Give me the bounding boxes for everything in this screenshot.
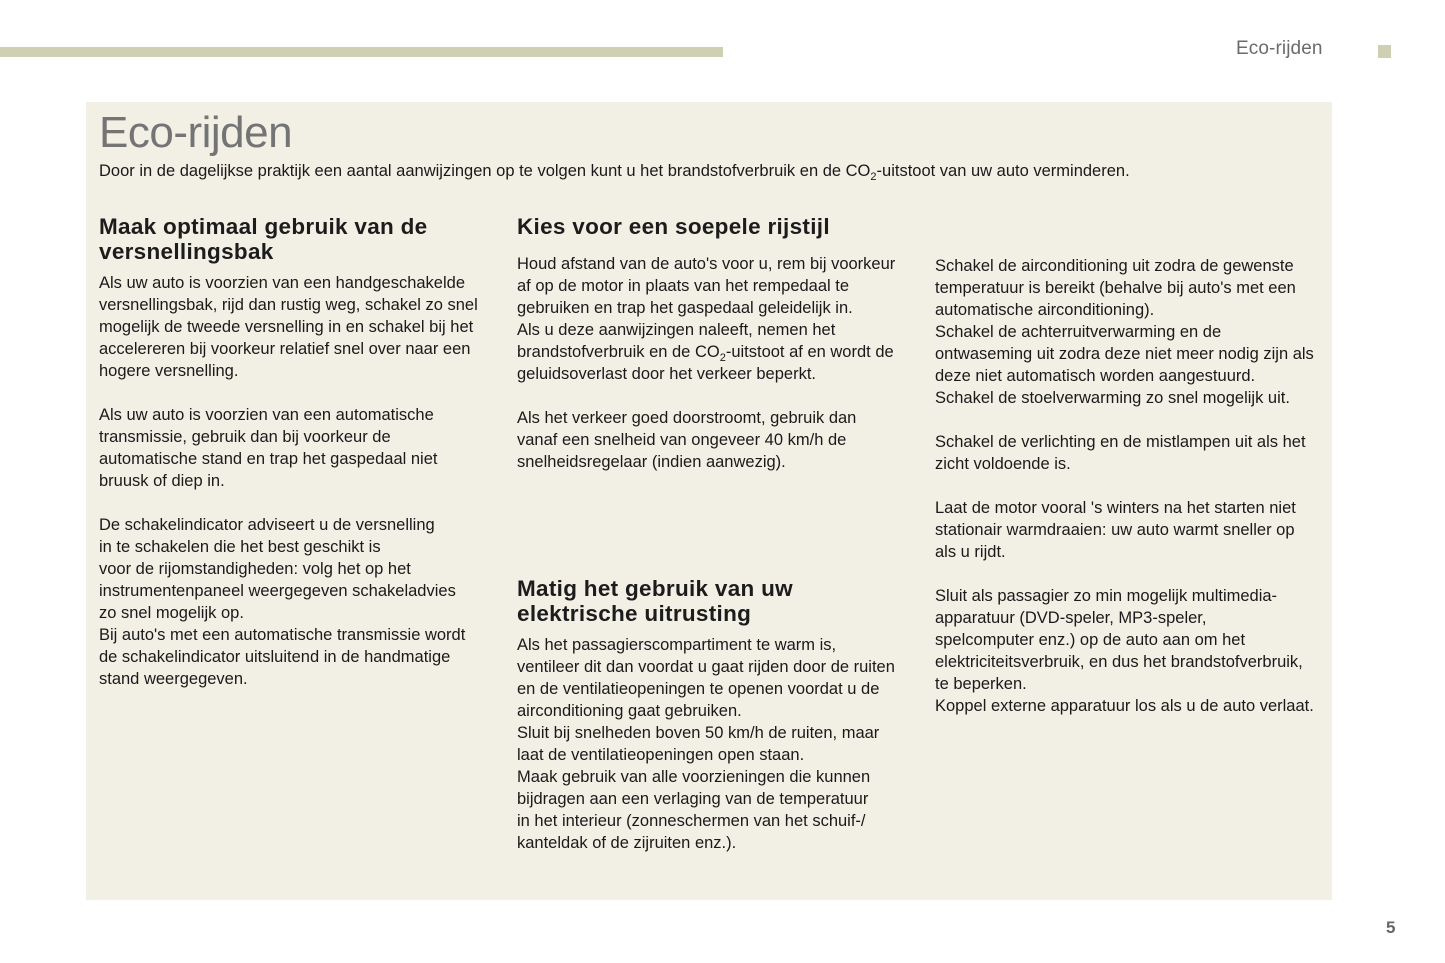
paragraph-warm-up — [935, 497, 1335, 563]
paragraph-cruise-control — [517, 407, 917, 473]
text-line: Als het verkeer goed doorstroomt, gebruik dan — [517, 409, 857, 427]
text-line: spelcomputer enz.) op de auto aan om het — [935, 631, 1246, 649]
header-marker-square — [1378, 45, 1391, 58]
text-line: De schakelindicator adviseert u de versnelling — [99, 516, 435, 534]
text-line: automatische airconditioning). — [935, 301, 1155, 319]
text-part: -uitstoot af en wordt de — [725, 343, 894, 361]
text-line: Sluit bij snelheden boven 50 km/h de ruiten, maar — [517, 724, 880, 742]
text-line: Schakel de stoelverwarming zo snel mogelijk uit. — [935, 389, 1290, 407]
heading-line: versnellingsbak — [99, 239, 274, 264]
text-line: Als het passagierscompartiment te warm is, — [517, 636, 837, 654]
text-line: als u rijdt. — [935, 543, 1006, 561]
paragraph-ventilation — [517, 634, 917, 854]
text-line: Als u deze aanwijzingen naleeft, nemen het — [517, 321, 836, 339]
text-line: Bij auto's met een automatische transmissie wordt — [99, 626, 466, 644]
text-line: te beperken. — [935, 675, 1027, 693]
section-driving-style — [517, 214, 917, 495]
text-line: Schakel de achterruitverwarming en de — [935, 323, 1222, 341]
paragraph-airconditioning — [935, 255, 1335, 409]
text-line: deze niet automatisch worden aangestuurd. — [935, 367, 1256, 385]
text-line: kanteldak of de zijruiten enz.). — [517, 834, 737, 852]
text-line: Houd afstand van de auto's voor u, rem bij voorkeur — [517, 255, 896, 273]
heading-line: Maak optimaal gebruik van de — [99, 214, 428, 239]
text-line: gebruiken en trap het gaspedaal geleidelijk in. — [517, 299, 853, 317]
text-line: vanaf een snelheid van ongeveer 40 km/h de — [517, 431, 847, 449]
paragraph-gear-shift-indicator — [99, 514, 499, 690]
paragraph-multimedia — [935, 585, 1335, 717]
text-line: Schakel de verlichting en de mistlampen uit als het — [935, 433, 1306, 451]
intro-text-part: -uitstoot van uw auto verminderen. — [876, 162, 1130, 180]
paragraph-smooth-driving — [517, 253, 917, 385]
text-line: laat de ventilatieopeningen open staan. — [517, 746, 805, 764]
text-line: bruusk of diep in. — [99, 472, 225, 490]
text-line: en de ventilatieopeningen te openen voordat u de — [517, 680, 880, 698]
text-line: elektriciteitsverbruik, en dus het brandstofverbruik, — [935, 653, 1303, 671]
paragraph-manual-gearbox — [99, 272, 499, 382]
text-line: instrumentenpaneel weergegeven schakeladvies — [99, 582, 456, 600]
section-heading-driving-style: Kies voor een soepele rijstijl — [517, 214, 830, 239]
text-line: Als uw auto is voorzien van een automatische — [99, 406, 434, 424]
co2-subscript: 2 — [719, 352, 726, 364]
heading-line: Matig het gebruik van uw — [517, 576, 793, 601]
section-electrical-continued — [935, 255, 1335, 739]
text-line: zo snel mogelijk op. — [99, 604, 244, 622]
text-line: in te schakelen die het best geschikt is — [99, 538, 381, 556]
page-title: Eco-rijden — [99, 108, 293, 157]
text-line: voor de rijomstandigheden: volg het op het — [99, 560, 411, 578]
intro-text-part: Door in de dagelijkse praktijk een aantal aanwijzingen op te volgen kunt u het brandstofverbruik en de CO — [99, 162, 871, 180]
intro-text — [99, 160, 1130, 182]
section-electrical — [517, 576, 917, 876]
text-line: mogelijk de tweede versnelling in en schakel bij het — [99, 318, 474, 336]
text-line: de schakelindicator uitsluitend in de handmatige — [99, 648, 451, 666]
text-line: bijdragen aan een verlaging van de temperatuur — [517, 790, 869, 808]
text-line: temperatuur is bereikt (behalve bij auto's met een — [935, 279, 1296, 297]
text-line: airconditioning gaat gebruiken. — [517, 702, 742, 720]
text-line: Laat de motor vooral 's winters na het starten niet — [935, 499, 1296, 517]
section-heading-gearbox — [99, 214, 499, 264]
text-line: Schakel de airconditioning uit zodra de gewenste — [935, 257, 1294, 275]
text-line: apparatuur (DVD-speler, MP3-speler, — [935, 609, 1207, 627]
text-line: Koppel externe apparatuur los als u de auto verlaat. — [935, 697, 1314, 715]
text-line: af op de motor in plaats van het rempedaal te — [517, 277, 850, 295]
text-line: in het interieur (zonneschermen van het schuif-/ — [517, 812, 866, 830]
header-accent-bar — [0, 47, 723, 57]
co2-subscript: 2 — [870, 171, 877, 183]
text-line: versnellingsbak, rijd dan rustig weg, schakel zo snel — [99, 296, 478, 314]
text-line-co2 — [517, 341, 917, 363]
text-line: Als uw auto is voorzien van een handgeschakelde — [99, 274, 465, 292]
section-heading-electrical — [517, 576, 917, 626]
paragraph-lights — [935, 431, 1335, 475]
page-number: 5 — [1386, 918, 1396, 937]
heading-line: elektrische uitrusting — [517, 601, 752, 626]
section-gearbox — [99, 214, 499, 712]
text-line: hogere versnelling. — [99, 362, 239, 380]
text-line: snelheidsregelaar (indien aanwezig). — [517, 453, 786, 471]
text-line: accelereren bij voorkeur relatief snel over naar een — [99, 340, 471, 358]
text-line: ontwaseming uit zodra deze niet meer nodig zijn als — [935, 345, 1314, 363]
text-line: geluidsoverlast door het verkeer beperkt. — [517, 365, 816, 383]
paragraph-automatic-transmission — [99, 404, 499, 492]
text-line: stationair warmdraaien: uw auto warmt sneller op — [935, 521, 1295, 539]
text-part: brandstofverbruik en de CO — [517, 343, 720, 361]
header-section-title: Eco-rijden — [1236, 38, 1323, 59]
text-line: zicht voldoende is. — [935, 455, 1071, 473]
text-line: transmissie, gebruik dan bij voorkeur de — [99, 428, 391, 446]
text-line: stand weergegeven. — [99, 670, 248, 688]
text-line: Sluit als passagier zo min mogelijk multimedia- — [935, 587, 1278, 605]
text-line: ventileer dit dan voordat u gaat rijden door de ruiten — [517, 658, 895, 676]
text-line: Maak gebruik van alle voorzieningen die kunnen — [517, 768, 871, 786]
text-line: automatische stand en trap het gaspedaal niet — [99, 450, 438, 468]
